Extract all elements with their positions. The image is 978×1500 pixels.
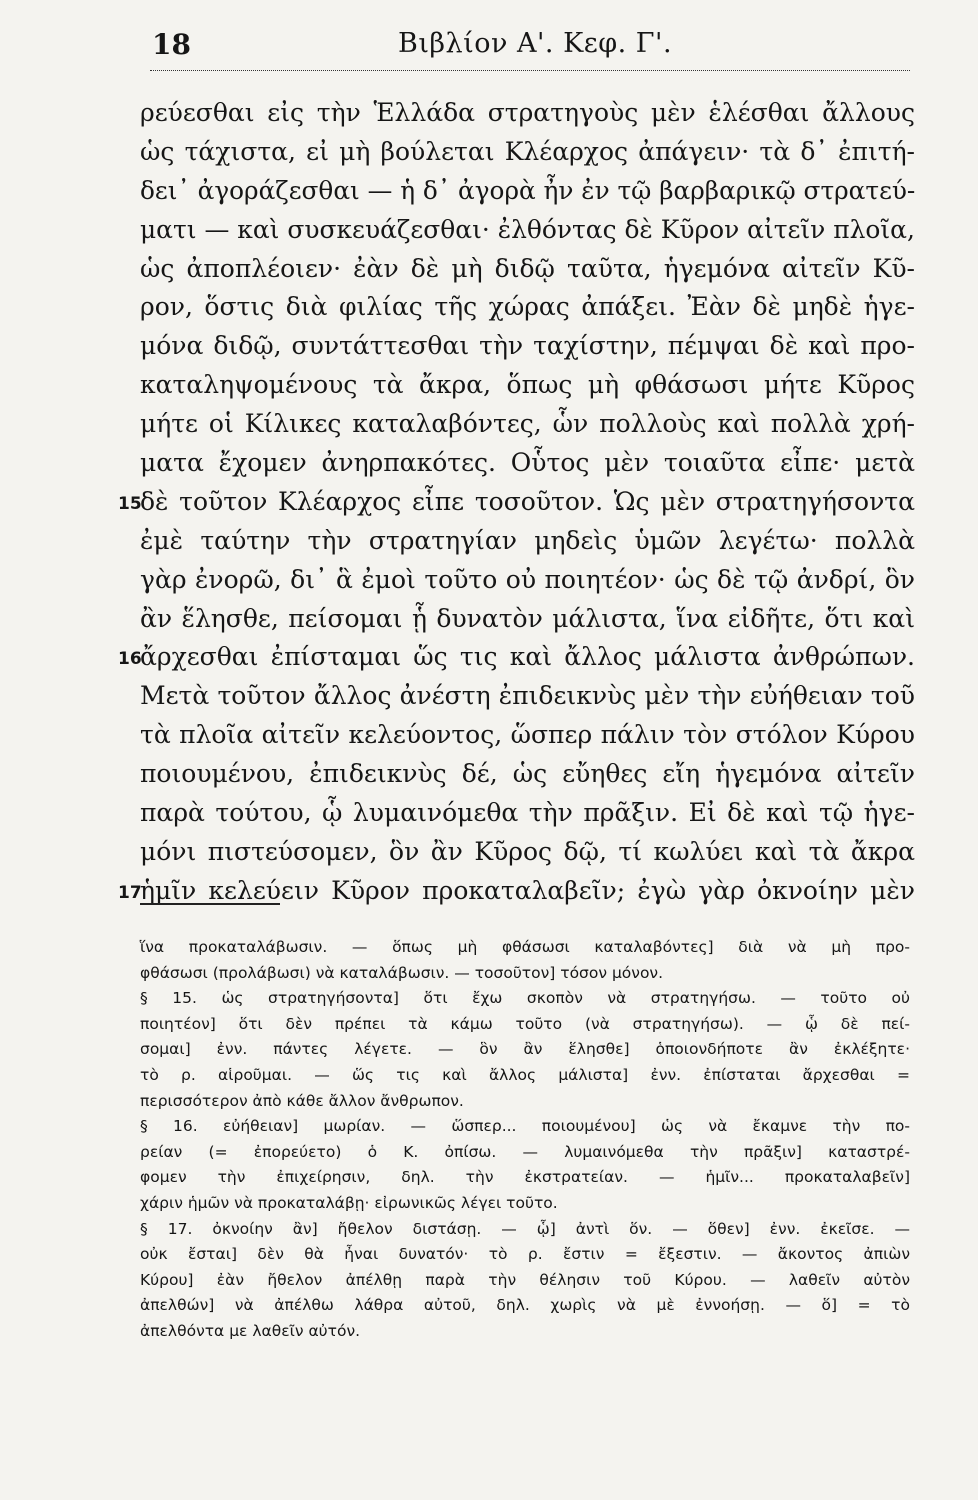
footnote-line-content: ἵνα προκαταλάβωσιν. — ὅπως μὴ φθάσωσι καταλαβόντες] διὰ νὰ μὴ προ- bbox=[140, 938, 910, 956]
footnote-line bbox=[140, 1114, 910, 1140]
footnote-line bbox=[140, 1191, 910, 1217]
footnote-line-content: § 17. ὀκνοίην ἂν] ἤθελον διστάσῃ. — ᾧ] ἀντὶ ὅν. — ὅθεν] ἐνν. ἐκεῖσε. — bbox=[140, 1219, 910, 1238]
text-line bbox=[140, 561, 915, 600]
footnote-line bbox=[140, 1165, 910, 1191]
text-line bbox=[140, 211, 915, 250]
footnote-line-content: χάριν ἡμῶν νὰ προκαταλάβῃ· εἰρωνικῶς λέγει τοῦτο. bbox=[140, 1193, 558, 1212]
text-line-content: ματα ἔχομεν ἀνηρπακότες. Οὗτος μὲν τοιαῦτα εἶπε· μετὰ bbox=[140, 448, 915, 478]
footnote-line bbox=[140, 986, 910, 1012]
text-line bbox=[140, 405, 915, 444]
text-line-content: δὲ τοῦτον Κλέαρχος εἶπε τοσοῦτον. Ὡς μὲν στρατηγήσοντα bbox=[140, 486, 915, 516]
text-line-content: τὰ πλοῖα αἰτεῖν κελεύοντος, ὥσπερ πάλιν τὸν στόλον Κύρου bbox=[140, 720, 915, 750]
text-line bbox=[140, 600, 915, 639]
text-line bbox=[140, 677, 915, 716]
text-line bbox=[140, 755, 915, 794]
running-head: Βιβλίον Α'. Κεφ. Γ'. bbox=[398, 28, 673, 59]
footnote-line-content: σομαι] ἐνν. πάντες λέγετε. — ὃν ἂν ἕλησθε] ὁποιονδήποτε ἂν ἐκλέξητε· bbox=[140, 1040, 910, 1059]
text-line-content: ἡμῖν κελεύειν Κῦρον προκαταλαβεῖν; ἐγὼ γὰρ ὀκνοίην μὲν bbox=[140, 875, 915, 905]
footnote-line-content: § 15. ὡς στρατηγήσοντα] ὅτι ἔχω σκοπὸν νὰ στρατηγήσω. — τοῦτο οὐ bbox=[140, 989, 910, 1008]
text-line-content: μόνα διδῷ, συντάττεσθαι τὴν ταχίστην, πέμψαι δὲ καὶ προ- bbox=[140, 331, 915, 361]
text-line-content: ματι — καὶ συσκευάζεσθαι· ἐλθόντας δὲ Κῦρον αἰτεῖν πλοῖα, bbox=[140, 214, 915, 244]
footnote-line bbox=[140, 1012, 910, 1038]
text-line-content: ὡς τάχιστα, εἰ μὴ βούλεται Κλέαρχος ἀπάγειν· τὰ δ᾽ ἐπιτή- bbox=[140, 136, 915, 166]
footnote-line bbox=[140, 1319, 910, 1345]
text-line bbox=[118, 483, 915, 522]
footnote-line bbox=[140, 1242, 910, 1268]
text-line-content: Μετὰ τοῦτον ἄλλος ἀνέστη ἐπιδεικνὺς μὲν τὴν εὐήθειαν τοῦ bbox=[140, 681, 915, 711]
main-text bbox=[118, 94, 916, 911]
text-line bbox=[140, 133, 915, 172]
text-line bbox=[140, 716, 915, 755]
text-line-content: καταληψομένους τὰ ἄκρα, ὅπως μὴ φθάσωσι μήτε Κῦρος bbox=[140, 370, 915, 400]
footnote-line bbox=[140, 1268, 910, 1294]
footnote-line-content: οὐκ ἔσται] δὲν θὰ ἦναι δυνατόν· τὸ ρ. ἔστιν = ἔξεστιν. — ἄκοντος ἀπιὼν bbox=[140, 1245, 910, 1264]
footnote-line bbox=[140, 961, 910, 987]
text-line bbox=[140, 94, 915, 133]
text-line bbox=[140, 833, 915, 872]
text-line-content: ἄρχεσθαι ἐπίσταμαι ὥς τις καὶ ἄλλος μάλιστα ἀνθρώπων. bbox=[140, 642, 915, 672]
text-line bbox=[140, 172, 915, 211]
text-line-content: γὰρ ἐνορῶ, δι᾽ ἃ ἐμοὶ τοῦτο οὐ ποιητέον· ὡς δὲ τῷ ἀνδρί, ὃν bbox=[140, 564, 915, 594]
footnote-line-content: ρείαν (= ἐπορεύετο) ὁ Κ. ὀπίσω. — λυμαινόμεθα τὴν πρᾶξιν] καταστρέ- bbox=[140, 1142, 910, 1161]
text-line bbox=[140, 288, 915, 327]
footnote-line-content: Κύρου] ἐὰν ἤθελον ἀπέλθῃ παρὰ τὴν θέλησιν τοῦ Κύρου. — λαθεῖν αὐτὸν bbox=[140, 1270, 910, 1289]
text-line-content: παρὰ τούτου, ᾧ λυμαινόμεθα τὴν πρᾶξιν. Εἰ δὲ καὶ τῷ ἡγε- bbox=[140, 798, 915, 828]
text-line bbox=[140, 250, 915, 289]
footnote-line-content: § 16. εὐήθειαν] μωρίαν. — ὥσπερ... ποιουμένου] ὡς νὰ ἔκαμνε τὴν πο- bbox=[140, 1117, 910, 1136]
text-line bbox=[140, 522, 915, 561]
section-number: 16 bbox=[118, 649, 142, 670]
text-line bbox=[140, 444, 915, 483]
text-line-content: ρεύεσθαι εἰς τὴν Ἑλλάδα στρατηγοὺς μὲν ἑλέσθαι ἄλλους bbox=[140, 98, 915, 127]
footnote-line bbox=[140, 1293, 910, 1319]
footnote-line bbox=[140, 1037, 910, 1063]
text-line bbox=[140, 366, 915, 405]
footnote-line-content: ἀπελθών] νὰ ἀπέλθω λάθρα αὐτοῦ, δηλ. χωρὶς νὰ μὲ ἐννοήσῃ. — ὅ] = τὸ bbox=[140, 1296, 910, 1315]
footnote-rule bbox=[140, 903, 280, 905]
text-line bbox=[140, 794, 915, 833]
footnote-line-content: φομεν τὴν ἐπιχείρησιν, δηλ. τὴν ἐκστρατείαν. — ἡμῖν... προκαταλαβεῖν] bbox=[140, 1168, 910, 1187]
text-line-content: ἂν ἕλησθε, πείσομαι ᾗ δυνατὸν μάλιστα, ἵνα εἰδῆτε, ὅτι καὶ bbox=[140, 603, 915, 633]
footnote-line-content: ποιητέον] ὅτι δὲν πρέπει τὰ κάμω τοῦτο (νὰ στρατηγήσω). — ᾧ δὲ πεί- bbox=[140, 1014, 910, 1033]
footnote-line bbox=[140, 1140, 910, 1166]
footnote-line-content: τὸ ρ. αἱροῦμαι. — ὥς τις καὶ ἄλλος μάλιστα] ἐνν. ἐπίσταται ἄρχεσθαι = bbox=[140, 1065, 910, 1084]
footnote-line-content: περισσότερον ἀπὸ κάθε ἄλλον ἄνθρωπον. bbox=[140, 1091, 464, 1110]
footnote-line bbox=[140, 1217, 910, 1243]
text-line bbox=[118, 638, 915, 677]
text-line-content: μόνι πιστεύσομεν, ὃν ἂν Κῦρος δῷ, τί κωλύει καὶ τὰ ἄκρα bbox=[140, 836, 915, 866]
text-line-content: ὡς ἀποπλέοιεν· ἐὰν δὲ μὴ διδῷ ταῦτα, ἡγεμόνα αἰτεῖν Κῦ- bbox=[140, 253, 915, 283]
footnote-line-content: φθάσωσι (προλάβωσι) νὰ καταλάβωσιν. — τοσοῦτον] τόσον μόνον. bbox=[140, 963, 664, 982]
text-line-content: δει᾽ ἀγοράζεσθαι — ἡ δ᾽ ἀγορὰ ἦν ἐν τῷ βαρβαρικῷ στρατεύ- bbox=[140, 175, 916, 205]
section-number: 17 bbox=[118, 882, 142, 903]
text-line bbox=[140, 327, 915, 366]
text-line-content: ρον, ὅστις διὰ φιλίας τῆς χώρας ἀπάξει. Ἐὰν δὲ μηδὲ ἡγε- bbox=[140, 292, 915, 322]
section-number: 15 bbox=[118, 493, 142, 514]
text-line-content: ἐμὲ ταύτην τὴν στρατηγίαν μηδεὶς ὑμῶν λεγέτω· πολλὰ bbox=[140, 525, 915, 555]
footnote-line bbox=[140, 1089, 910, 1115]
footnotes bbox=[140, 935, 910, 1345]
footnote-line bbox=[140, 935, 910, 961]
page-number: 18 bbox=[152, 28, 191, 61]
footnote-line-content: ἀπελθόντα με λαθεῖν αὐτόν. bbox=[140, 1321, 361, 1340]
text-line-content: μήτε οἱ Κίλικες καταλαβόντες, ὧν πολλοὺς καὶ πολλὰ χρή- bbox=[140, 409, 915, 439]
text-line-content: ποιουμένου, ἐπιδεικνὺς δέ, ὡς εὔηθες εἴη ἡγεμόνα αἰτεῖν bbox=[140, 759, 915, 789]
page-header bbox=[150, 20, 910, 70]
footnote-line bbox=[140, 1063, 910, 1089]
header-rule bbox=[150, 70, 910, 71]
